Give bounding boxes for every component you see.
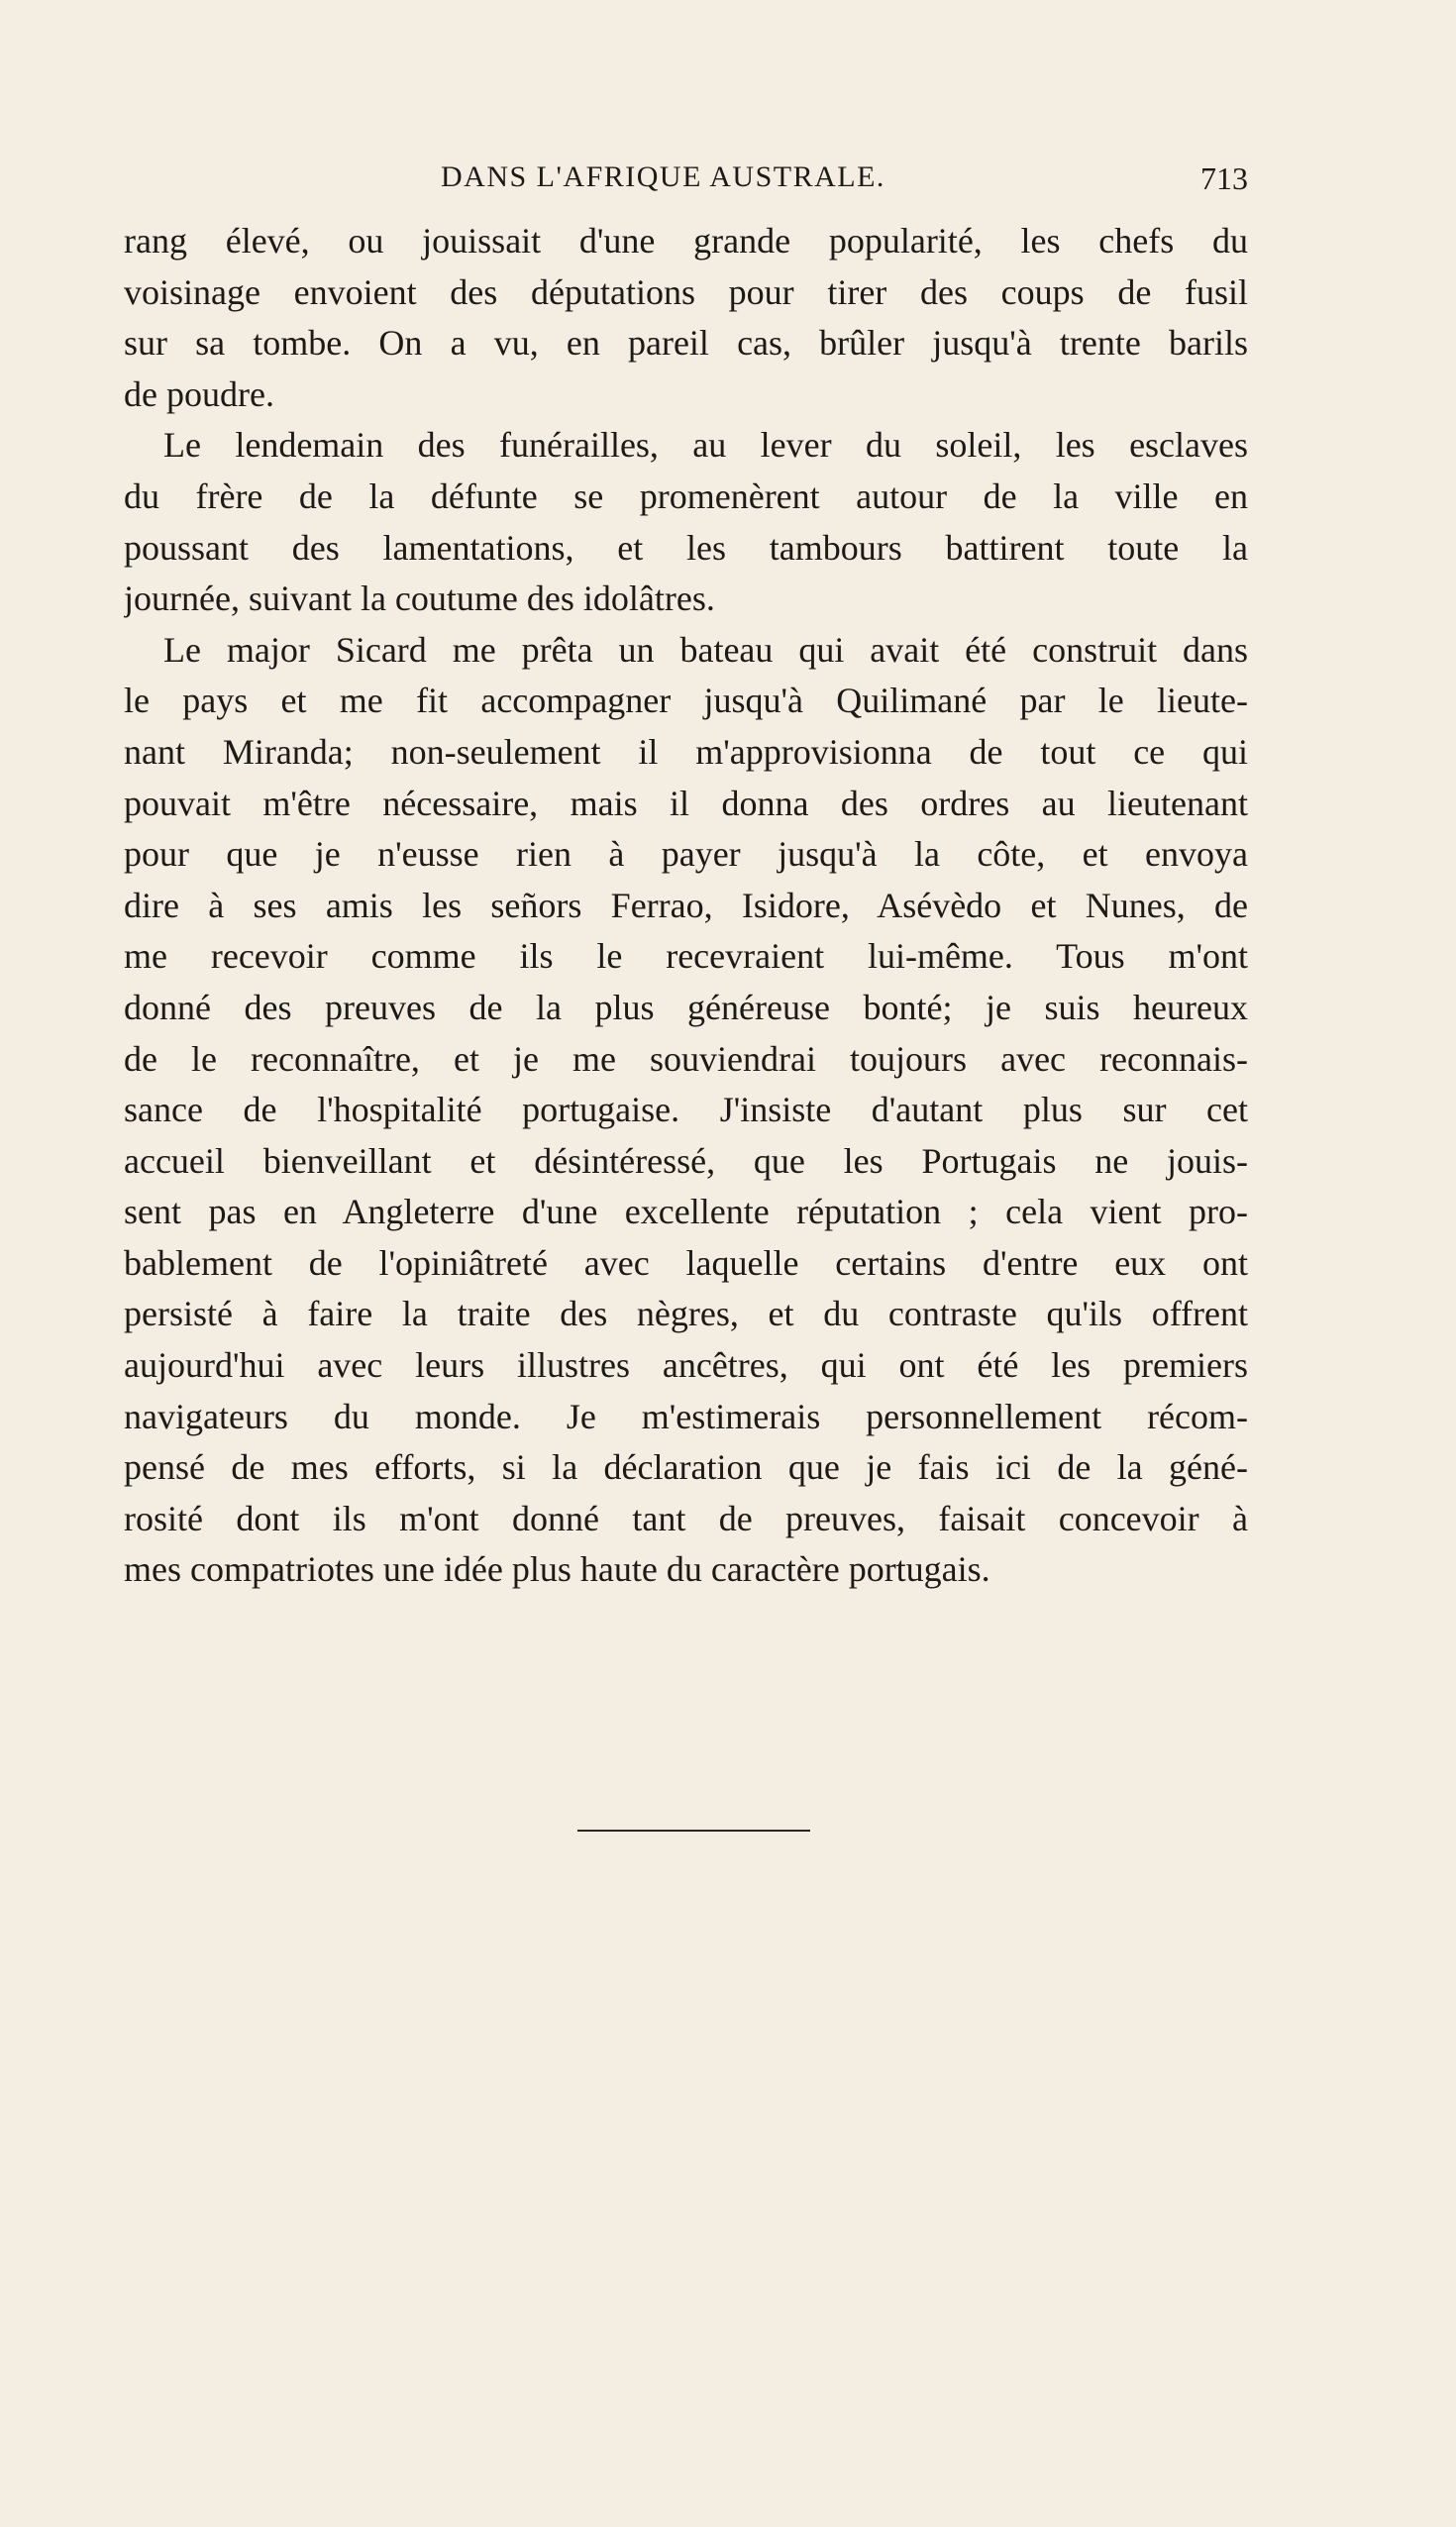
text-line: pouvait m'être nécessaire, mais il donna des ordres au lieutenant: [124, 783, 1248, 823]
running-title: DANS L'AFRIQUE AUSTRALE.: [441, 160, 885, 193]
text-line: persisté à faire la traite des nègres, et du contraste qu'ils offrent: [124, 1294, 1248, 1334]
text-line: me recevoir comme ils le recevraient lui-même. Tous m'ont: [124, 936, 1248, 977]
text-line: voisinage envoient des députations pour tirer des coups de fusil: [124, 271, 1248, 312]
text-line: Le major Sicard me prêta un bateau qui avait été construit dans: [163, 629, 1248, 670]
text-line: dire à ses amis les señors Ferrao, Isidore, Asévèdo et Nunes, de: [124, 885, 1248, 925]
text-line: sent pas en Angleterre d'une excellente réputation ; cela vient pro-: [124, 1192, 1248, 1232]
page-number: 713: [1200, 160, 1248, 196]
text-line: rang élevé, ou jouissait d'une grande popularité, les chefs du: [124, 221, 1248, 261]
text-line: nant Miranda; non-seulement il m'approvisionna de tout ce qui: [124, 731, 1248, 772]
text-line: le pays et me fit accompagner jusqu'à Quilimané par le lieute-: [124, 681, 1248, 721]
text-line: aujourd'hui avec leurs illustres ancêtres, qui ont été les premiers: [124, 1345, 1248, 1386]
text-line: journée, suivant la coutume des idolâtres.: [124, 579, 715, 619]
text-line: pensé de mes efforts, si la déclaration que je fais ici de la géné-: [124, 1447, 1248, 1488]
body-text: [124, 216, 1248, 1596]
text-line: mes compatriotes une idée plus haute du caractère portugais.: [124, 1549, 990, 1590]
text-line: sur sa tombe. On a vu, en pareil cas, brûler jusqu'à trente barils: [124, 323, 1248, 364]
text-line: rosité dont ils m'ont donné tant de preuves, faisait concevoir à: [124, 1498, 1248, 1538]
section-divider-rule: [577, 1830, 810, 1832]
text-line: Le lendemain des funérailles, au lever du soleil, les esclaves: [163, 425, 1248, 466]
text-line: du frère de la défunte se promenèrent autour de la ville en: [124, 475, 1248, 516]
text-line: poussant des lamentations, et les tambours battirent toute la: [124, 527, 1248, 568]
page-header: [124, 160, 1248, 208]
text-line: accueil bienveillant et désintéressé, que les Portugais ne jouis-: [124, 1140, 1248, 1181]
text-line: pour que je n'eusse rien à payer jusqu'à la côte, et envoya: [124, 834, 1248, 875]
text-line: de poudre.: [124, 373, 274, 414]
text-line: donné des preuves de la plus généreuse bonté; je suis heureux: [124, 987, 1248, 1027]
text-line: de le reconnaître, et je me souviendrai toujours avec reconnais-: [124, 1038, 1248, 1079]
text-line: bablement de l'opiniâtreté avec laquelle certains d'entre eux ont: [124, 1242, 1248, 1283]
text-line: sance de l'hospitalité portugaise. J'insiste d'autant plus sur cet: [124, 1090, 1248, 1130]
text-line: navigateurs du monde. Je m'estimerais personnellement récom-: [124, 1396, 1248, 1436]
